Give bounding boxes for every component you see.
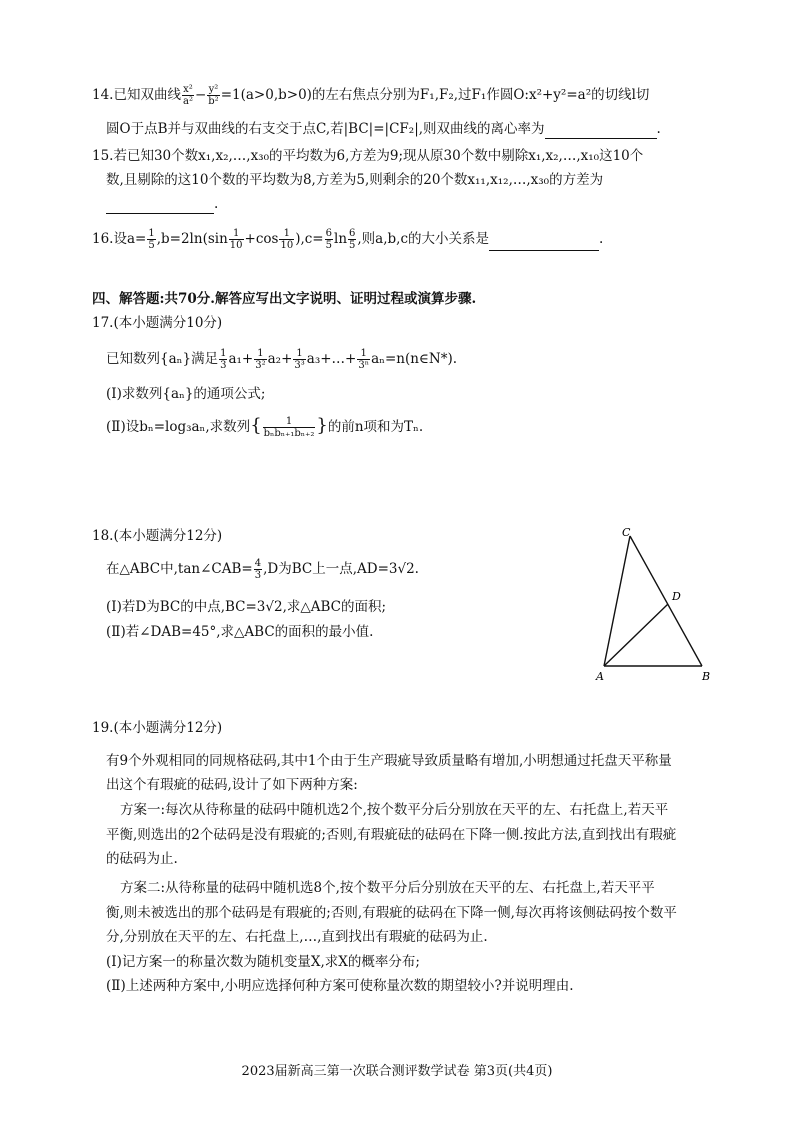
numerator: 1: [148, 228, 155, 239]
numerator: x²: [183, 84, 193, 95]
fraction: [147, 228, 155, 251]
numerator: 6: [325, 228, 332, 239]
numerator: 1: [279, 228, 294, 240]
numerator: 1: [293, 348, 305, 360]
fraction: [207, 84, 219, 107]
q18-part1: (Ⅰ)若D为BC的中点,BC=3√2,求△ABC的面积;: [106, 599, 387, 615]
q17-term: a₃+…+: [306, 351, 357, 367]
q17-text: 的前n项和为Tₙ.: [327, 419, 424, 435]
q16-text: ln: [334, 231, 348, 247]
answer-blank: [545, 124, 657, 139]
minus-sign: −: [194, 87, 207, 103]
q14-line2: [106, 119, 716, 139]
q19-part2: (Ⅱ)上述两种方案中,小明应选择何种方案可使称量次数的期望较小?并说明理由.: [106, 978, 574, 994]
q14-text: =1(a>0,b>0)的左右焦点分别为F₁,F₂,过F₁作圆O:x²+y²=a²的切线l切: [220, 87, 650, 103]
q15-text: 15.若已知30个数x₁,x₂,…,x₃₀的平均数为6,方差为9;现从原30个数中剔除x₁,x₂,…,x₁₀这10个: [92, 148, 644, 164]
denominator: 5: [349, 240, 356, 251]
q19-p3-l2: 衡,则未被选出的那个砝码是有瑕疵的;否则,有瑕疵的砝码在下降一侧,每次再将该侧砝码按个数平: [106, 905, 677, 921]
denominator: 3: [254, 570, 262, 581]
fraction: [229, 228, 244, 251]
q19-p3-l1: 方案二:从待称量的砝码中随机选8个,按个数平分后分别放在天平的左、右托盘上,若天平平: [120, 880, 655, 896]
denominator: 5: [325, 240, 332, 251]
right-brace: }: [316, 416, 328, 436]
q19-p3-l3: 分,分别放在天平的左、右托盘上,…,直到找出有瑕疵的砝码为止.: [106, 929, 488, 945]
answer-blank: [106, 199, 214, 214]
side-cb: [630, 536, 702, 666]
q18-title: 18.(本小题满分12分): [92, 528, 223, 544]
denominator: 10: [229, 240, 243, 251]
denominator: 10: [280, 240, 294, 251]
label-c: C: [622, 526, 631, 539]
fraction: [357, 348, 370, 371]
section-heading: 四、解答题:共70分.解答应写出文字说明、证明过程或演算步骤.: [92, 291, 477, 307]
q18-stem: [106, 558, 526, 581]
denominator: b²: [208, 96, 219, 107]
denominator: bₙbₙ₊₁bₙ₊₂: [263, 428, 315, 439]
q17-title: 17.(本小题满分10分): [92, 315, 223, 331]
denominator: 5: [148, 240, 155, 251]
q15-text: 数,且剔除的这10个数的平均数为8,方差为5,则剩余的20个数x₁₁,x₁₂,…,x₃₀的方差为: [106, 172, 604, 188]
fraction: [263, 416, 316, 439]
q19-p2-l2: 平衡,则选出的2个砝码是没有瑕疵的;否则,有瑕疵砝的砝码在下降一侧.按此方法,直到找出有瑕疵: [106, 827, 677, 843]
fraction: [254, 558, 262, 581]
fraction: [254, 348, 266, 371]
q17-stem: [106, 348, 728, 371]
q17-part2: [106, 416, 728, 439]
q15-line2: [106, 170, 716, 190]
page-footer: 2023届新高三第一次联合测评数学试卷 第3页(共4页): [241, 1064, 553, 1079]
numerator: y²: [208, 84, 219, 95]
q16-text: +cos: [244, 231, 279, 247]
q17-text: 已知数列{aₙ}满足: [106, 351, 219, 367]
numerator: 6: [349, 228, 356, 239]
q16-text: 16.设a=: [92, 231, 147, 247]
q17-text: (Ⅱ)设bₙ=log₃aₙ,求数列: [106, 419, 251, 435]
q14-text: 14.已知双曲线: [92, 87, 181, 103]
period: .: [656, 121, 661, 137]
fraction: [182, 84, 194, 107]
q18-part2: (Ⅱ)若∠DAB=45°,求△ABC的面积的最小值.: [106, 624, 374, 640]
fraction: [348, 228, 356, 251]
q16-line: [92, 228, 714, 251]
q16-text: ),c=: [295, 231, 324, 247]
denominator: 3³: [294, 360, 305, 371]
label-b: B: [702, 670, 711, 683]
numerator: 1: [220, 348, 227, 359]
left-brace: {: [250, 416, 262, 436]
q18-text: 在△ABC中,tan∠CAB=: [106, 561, 253, 577]
q17-term: a₂+: [267, 351, 293, 367]
denominator: 3ⁿ: [358, 360, 370, 371]
answer-blank: [489, 236, 599, 251]
q15-line1: [92, 146, 714, 166]
q17-part1: (Ⅰ)求数列{aₙ}的通项公式;: [106, 386, 266, 402]
q19-p2-l1: 方案一:每次从待称量的砝码中随机选2个,按个数平分后分别放在天平的左、右托盘上,若天平: [120, 802, 669, 818]
q19-p1-l2: 出这个有瑕疵的砝码,设计了如下两种方案:: [106, 777, 358, 793]
label-d: D: [672, 590, 681, 603]
q15-line3: [106, 194, 728, 214]
label-a: A: [596, 670, 604, 683]
numerator: 1: [357, 348, 370, 360]
numerator: 4: [254, 558, 262, 569]
q18-text: ,D为BC上一点,AD=3√2.: [263, 561, 419, 577]
segment-ad: [604, 604, 668, 666]
q14-text: 圆O于点B并与双曲线的右支交于点C,若|BC|=|CF₂|,则双曲线的离心率为: [106, 121, 545, 137]
period: .: [214, 196, 219, 212]
triangle-figure: [590, 524, 720, 684]
q19-p2-l3: 的砝码为止.: [106, 851, 178, 867]
fraction: [219, 348, 227, 371]
side-ca: [604, 536, 630, 666]
q14-line1: [92, 84, 714, 107]
denominator: 3: [220, 360, 227, 371]
q17-term: a₁+: [228, 351, 254, 367]
denominator: a²: [182, 96, 193, 107]
q19-title: 19.(本小题满分12分): [92, 720, 223, 736]
fraction: [325, 228, 333, 251]
numerator: 1: [263, 416, 316, 428]
denominator: 3²: [255, 360, 266, 371]
fraction: [279, 228, 294, 251]
numerator: 1: [229, 228, 244, 240]
numerator: 1: [254, 348, 266, 360]
q19-p1-l1: 有9个外观相同的同规格砝码,其中1个由于生产瑕疵导致质量略有增加,小明想通过托盘天平称量: [106, 753, 672, 769]
fraction: [293, 348, 305, 371]
period: .: [599, 231, 604, 247]
q17-term: aₙ=n(n∈N*).: [371, 351, 458, 367]
q16-text: ,b=2ln(sin: [156, 231, 228, 247]
q19-part1: (Ⅰ)记方案一的称量次数为随机变量X,求X的概率分布;: [106, 954, 420, 970]
q16-text: ,则a,b,c的大小关系是: [357, 231, 490, 247]
